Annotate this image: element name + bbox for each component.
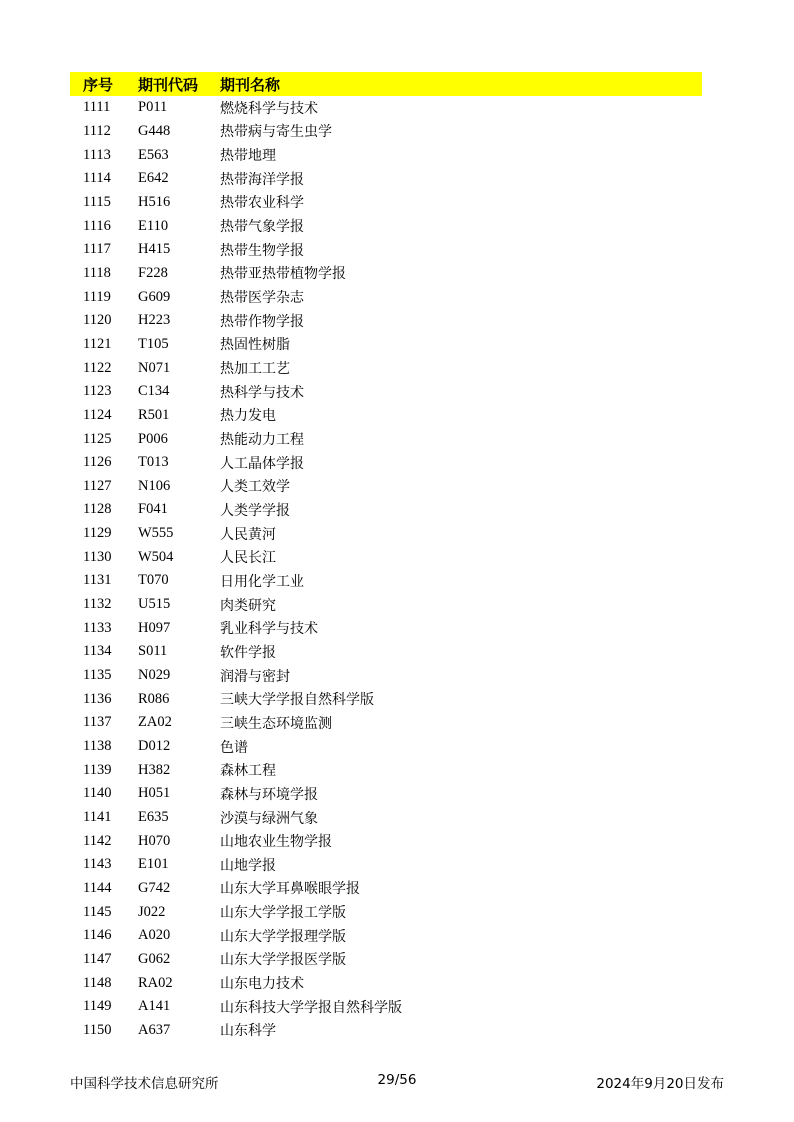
row-name: 热带作物学报 [220, 313, 304, 330]
header-seq: 序号 [83, 75, 114, 94]
row-code: E101 [138, 856, 169, 873]
row-seq: 1119 [83, 288, 111, 305]
table-row [70, 191, 702, 215]
row-seq: 1139 [83, 761, 112, 778]
row-code: E635 [138, 809, 169, 826]
table-row [70, 735, 702, 759]
row-name: 热带海洋学报 [220, 171, 304, 188]
row-seq: 1134 [83, 643, 112, 660]
row-seq: 1113 [83, 146, 111, 163]
row-seq: 1116 [83, 217, 111, 234]
row-name: 三峡生态环境监测 [220, 715, 332, 732]
table-row [70, 309, 702, 333]
row-code: H223 [138, 312, 171, 329]
row-name: 乳业科学与技术 [220, 621, 318, 638]
row-code: A020 [138, 927, 171, 944]
table-row [70, 948, 702, 972]
table-row [70, 900, 702, 924]
row-seq: 1133 [83, 619, 112, 636]
table-row [70, 214, 702, 238]
table-row [70, 711, 702, 735]
row-name: 山地农业生物学报 [220, 834, 332, 851]
row-name: 山东科技大学学报自然科学版 [220, 999, 402, 1016]
row-name: 山东大学学报工学版 [220, 905, 346, 922]
row-code: J022 [138, 903, 166, 920]
row-seq: 1115 [83, 193, 111, 210]
row-seq: 1122 [83, 359, 112, 376]
row-seq: 1150 [83, 1021, 112, 1038]
row-code: H097 [138, 619, 171, 636]
table-row [70, 285, 702, 309]
row-code: R501 [138, 406, 170, 423]
row-seq: 1121 [83, 335, 112, 352]
row-name: 山东大学学报理学版 [220, 928, 346, 945]
row-code: F228 [138, 264, 168, 281]
row-seq: 1147 [83, 950, 112, 967]
row-name: 热带生物学报 [220, 242, 304, 259]
row-code: H051 [138, 785, 171, 802]
row-name: 日用化学工业 [220, 573, 304, 590]
row-name: 热带亚热带植物学报 [220, 266, 346, 283]
row-seq: 1129 [83, 525, 112, 542]
table-row [70, 687, 702, 711]
row-name: 人类工效学 [220, 479, 290, 496]
row-name: 人类学学报 [220, 502, 290, 519]
journal-table [70, 72, 702, 1042]
row-name: 山东大学学报医学版 [220, 952, 346, 969]
table-row [70, 1019, 702, 1043]
row-code: A141 [138, 998, 171, 1015]
table-body [70, 96, 702, 1042]
row-code: U515 [138, 596, 171, 613]
table-row [70, 262, 702, 286]
table-row [70, 333, 702, 357]
row-seq: 1144 [83, 879, 112, 896]
table-row [70, 971, 702, 995]
row-code: H516 [138, 193, 171, 210]
table-row [70, 924, 702, 948]
table-header [70, 72, 702, 96]
row-seq: 1145 [83, 903, 112, 920]
row-code: W504 [138, 548, 174, 565]
row-seq: 1131 [83, 572, 112, 589]
row-name: 热带农业科学 [220, 195, 304, 212]
row-code: E642 [138, 170, 169, 187]
row-name: 燃烧科学与技术 [220, 100, 318, 117]
row-code: H070 [138, 832, 171, 849]
row-seq: 1138 [83, 738, 112, 755]
row-code: G062 [138, 950, 171, 967]
row-seq: 1137 [83, 714, 112, 731]
row-code: N029 [138, 667, 171, 684]
row-code: ZA02 [138, 714, 172, 731]
row-code: N106 [138, 477, 171, 494]
table-row [70, 640, 702, 664]
row-code: C134 [138, 383, 170, 400]
row-seq: 1114 [83, 170, 111, 187]
table-row [70, 143, 702, 167]
row-seq: 1146 [83, 927, 112, 944]
row-code: E563 [138, 146, 169, 163]
table-row [70, 167, 702, 191]
table-row [70, 593, 702, 617]
row-seq: 1142 [83, 832, 112, 849]
table-row [70, 782, 702, 806]
row-code: T105 [138, 335, 169, 352]
row-code: F041 [138, 501, 168, 518]
row-seq: 1141 [83, 809, 112, 826]
row-code: T013 [138, 454, 169, 471]
row-name: 山地学报 [220, 857, 276, 874]
row-code: N071 [138, 359, 171, 376]
row-seq: 1132 [83, 596, 112, 613]
table-row [70, 404, 702, 428]
row-name: 热带气象学报 [220, 219, 304, 236]
row-seq: 1118 [83, 264, 111, 281]
row-code: G448 [138, 122, 171, 139]
table-row [70, 380, 702, 404]
row-seq: 1135 [83, 667, 112, 684]
row-seq: 1123 [83, 383, 112, 400]
footer-publisher: 中国科学技术信息研究所 [70, 1076, 219, 1092]
row-name: 肉类研究 [220, 597, 276, 614]
row-name: 人工晶体学报 [220, 455, 304, 472]
table-row [70, 475, 702, 499]
row-seq: 1126 [83, 454, 112, 471]
row-name: 沙漠与绿洲气象 [220, 810, 318, 827]
row-seq: 1143 [83, 856, 112, 873]
table-row [70, 522, 702, 546]
row-code: H415 [138, 241, 171, 258]
row-seq: 1111 [83, 99, 111, 116]
table-row [70, 427, 702, 451]
row-code: T070 [138, 572, 169, 589]
row-name: 色谱 [220, 739, 248, 756]
table-row [70, 545, 702, 569]
row-name: 热固性树脂 [220, 337, 290, 354]
table-row [70, 356, 702, 380]
table-row [70, 96, 702, 120]
row-code: R086 [138, 690, 170, 707]
row-seq: 1148 [83, 974, 112, 991]
row-code: G609 [138, 288, 171, 305]
table-row [70, 853, 702, 877]
header-name: 期刊名称 [220, 75, 281, 94]
table-row [70, 451, 702, 475]
row-seq: 1125 [83, 430, 112, 447]
table-row [70, 877, 702, 901]
row-code: S011 [138, 643, 168, 660]
row-code: RA02 [138, 974, 173, 991]
row-name: 热科学与技术 [220, 384, 304, 401]
row-name: 人民长江 [220, 550, 276, 567]
footer-page-number: 29/56 [377, 1072, 417, 1088]
row-seq: 1140 [83, 785, 112, 802]
row-name: 山东科学 [220, 1023, 276, 1040]
row-code: D012 [138, 738, 171, 755]
row-name: 热带医学杂志 [220, 290, 304, 307]
row-name: 热带病与寄生虫学 [220, 124, 332, 141]
row-seq: 1149 [83, 998, 112, 1015]
row-name: 润滑与密封 [220, 668, 290, 685]
row-name: 森林与环境学报 [220, 786, 318, 803]
row-seq: 1112 [83, 122, 111, 139]
page-footer [70, 1072, 724, 1092]
row-code: A637 [138, 1021, 171, 1038]
row-name: 热带地理 [220, 148, 276, 165]
table-row [70, 616, 702, 640]
table-row [70, 238, 702, 262]
row-name: 人民黄河 [220, 526, 276, 543]
row-code: G742 [138, 879, 171, 896]
table-row [70, 995, 702, 1019]
table-row [70, 569, 702, 593]
row-code: E110 [138, 217, 169, 234]
row-seq: 1127 [83, 477, 112, 494]
row-seq: 1136 [83, 690, 112, 707]
row-seq: 1130 [83, 548, 112, 565]
table-row [70, 498, 702, 522]
table-row [70, 829, 702, 853]
row-code: W555 [138, 525, 174, 542]
row-code: P006 [138, 430, 168, 447]
row-name: 山东大学耳鼻喉眼学报 [220, 881, 360, 898]
row-name: 山东电力技术 [220, 976, 304, 993]
row-seq: 1117 [83, 241, 111, 258]
row-name: 三峡大学学报自然科学版 [220, 692, 374, 709]
row-seq: 1120 [83, 312, 112, 329]
table-row [70, 120, 702, 144]
row-name: 热加工工艺 [220, 361, 290, 378]
table-row [70, 664, 702, 688]
row-name: 森林工程 [220, 763, 276, 780]
row-name: 热力发电 [220, 408, 276, 425]
header-code: 期刊代码 [138, 75, 199, 94]
row-code: H382 [138, 761, 171, 778]
row-seq: 1124 [83, 406, 112, 423]
footer-date: 2024年9月20日发布 [596, 1076, 724, 1092]
row-code: P011 [138, 99, 168, 116]
table-row [70, 758, 702, 782]
row-seq: 1128 [83, 501, 112, 518]
row-name: 软件学报 [220, 644, 276, 661]
table-row [70, 806, 702, 830]
row-name: 热能动力工程 [220, 432, 304, 449]
